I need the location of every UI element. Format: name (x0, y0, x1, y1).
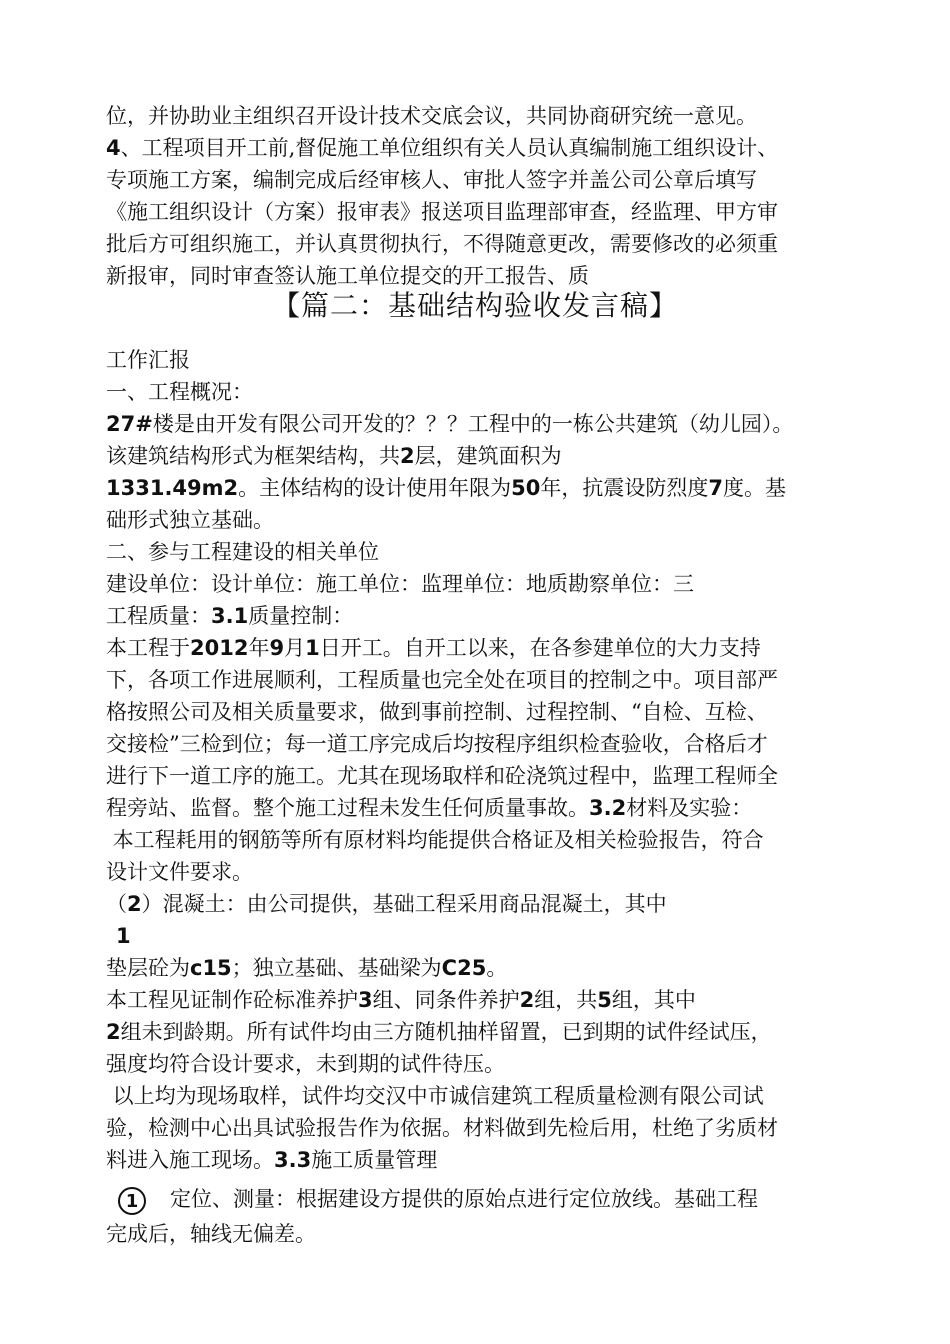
text-line: 2组未到龄期。所有试件均由三方随机抽样留置，已到期的试件经试压， (106, 1020, 772, 1044)
circled-number-icon: 1 (118, 1187, 146, 1215)
text-line: （2）混凝土：由公司提供，基础工程采用商品混凝土，其中 (106, 892, 667, 916)
list-number: 2 (127, 892, 142, 916)
footnote-number: 1 (116, 924, 131, 948)
text-line: 完成后，轴线无偏差。 (106, 1222, 316, 1246)
item-number: 4 (106, 136, 121, 160)
text-line: 程旁站、监督。整个施工过程未发生任何质量事故。3.2材料及实验： (106, 796, 753, 820)
text-line: 该建筑结构形式为框架结构，共2层，建筑面积为 (106, 444, 562, 468)
text-line (106, 132, 866, 164)
text-line: 本工程于2012年9月1日开工。自开工以来，在各参建单位的大力支持 (106, 636, 761, 660)
text-line: 交接检”三检到位；每一道工序完成后均按程序组织检查验收，合格后才 (106, 732, 768, 756)
text-line: 本工程见证制作砼标准养护3组、同条件养护2组，共5组，其中 (106, 988, 696, 1012)
text-span: 批后方可组织施工，并认真贯彻执行，不得随意更改，需要修改的必须重 (106, 232, 778, 256)
text-line: 本工程耗用的钢筋等所有原材料均能提供合格证及相关检验报告，符合 (106, 828, 764, 852)
text-line: 以上均为现场取样，试件均交汉中市诚信建筑工程质量检测有限公司试 (106, 1084, 764, 1108)
section-heading-overview: 一、工程概况： (106, 380, 253, 404)
text-span: 《施工组织设计（方案）报审表》报送项目监理部审查，经监理、甲方审 (106, 200, 778, 224)
building-area: 1331.49m2 (106, 476, 239, 500)
text-line (106, 196, 866, 228)
text-line: 料进入施工现场。3.3施工质量管理 (106, 1148, 438, 1172)
text-line (106, 100, 866, 132)
text-line (106, 164, 866, 196)
concrete-grade-c25: C25 (441, 956, 487, 980)
report-heading: 工作汇报 (106, 348, 190, 372)
building-number: 27# (106, 412, 153, 436)
section-title: 【篇二：基础结构验收发言稿】 (271, 289, 678, 322)
text-span: 、工程项目开工前,督促施工单位组织有关人员认真编制施工组织设计、 (120, 136, 779, 160)
text-line: 27#楼是由开发有限公司开发的？？？工程中的一栋公共建筑（幼儿园）。 (106, 412, 794, 436)
start-year: 2012 (190, 636, 249, 660)
text-line: 建设单位：设计单位：施工单位：监理单位：地质勘察单位：三 (106, 572, 694, 596)
text-line (106, 228, 866, 260)
text-line: 1 定位、测量：根据建设方提供的原始点进行定位放线。基础工程 (106, 1180, 866, 1218)
text-span: 位，并协助业主组织召开设计技术交底会议，共同协商研究统一意见。 (106, 104, 757, 128)
subsection-number: 3.3 (274, 1148, 312, 1172)
text-line: 进行下一道工序的施工。尤其在现场取样和砼浇筑过程中，监理工程师全 (106, 764, 778, 788)
text-line: 垫层砼为c15；独立基础、基础梁为C25。 (106, 956, 508, 980)
text-line: 1331.49m2。主体结构的设计使用年限为50年，抗震设防烈度7度。基 (106, 476, 787, 500)
section-heading-parties: 二、参与工程建设的相关单位 (106, 540, 379, 564)
subsection-number: 3.2 (589, 796, 627, 820)
continued-text-block (106, 100, 866, 292)
text-line: 验，检测中心出具试验报告作为依据。材料做到先检后用，杜绝了劣质材 (106, 1116, 778, 1140)
start-month: 9 (269, 636, 285, 660)
text-line: 工程质量：3.1质量控制： (106, 604, 354, 628)
subsection-number: 3.1 (211, 604, 249, 628)
text-line: 下，各项工作进展顺利，工程质量也完全处在项目的控制之中。项目部严 (106, 668, 778, 692)
text-line: 础形式独立基础。 (106, 508, 274, 532)
text-line: 设计文件要求。 (106, 860, 253, 884)
text-span: 新报审，同时审查签认施工单位提交的开工报告、质 (106, 264, 589, 288)
text-line: 强度均符合设计要求，未到期的试件待压。 (106, 1052, 505, 1076)
start-day: 1 (305, 636, 320, 660)
floor-count: 2 (400, 444, 415, 468)
text-line (106, 920, 866, 952)
concrete-grade-c15: c15 (190, 956, 232, 980)
text-line: 格按照公司及相关质量要求，做到事前控制、过程控制、“自检、互检、 (106, 700, 768, 724)
text-span: 专项施工方案，编制完成后经审核人、审批人签字并盖公司公章后填写 (106, 168, 757, 192)
design-life: 50 (511, 476, 541, 500)
report-body (106, 344, 866, 1250)
seismic-degree: 7 (708, 476, 724, 500)
